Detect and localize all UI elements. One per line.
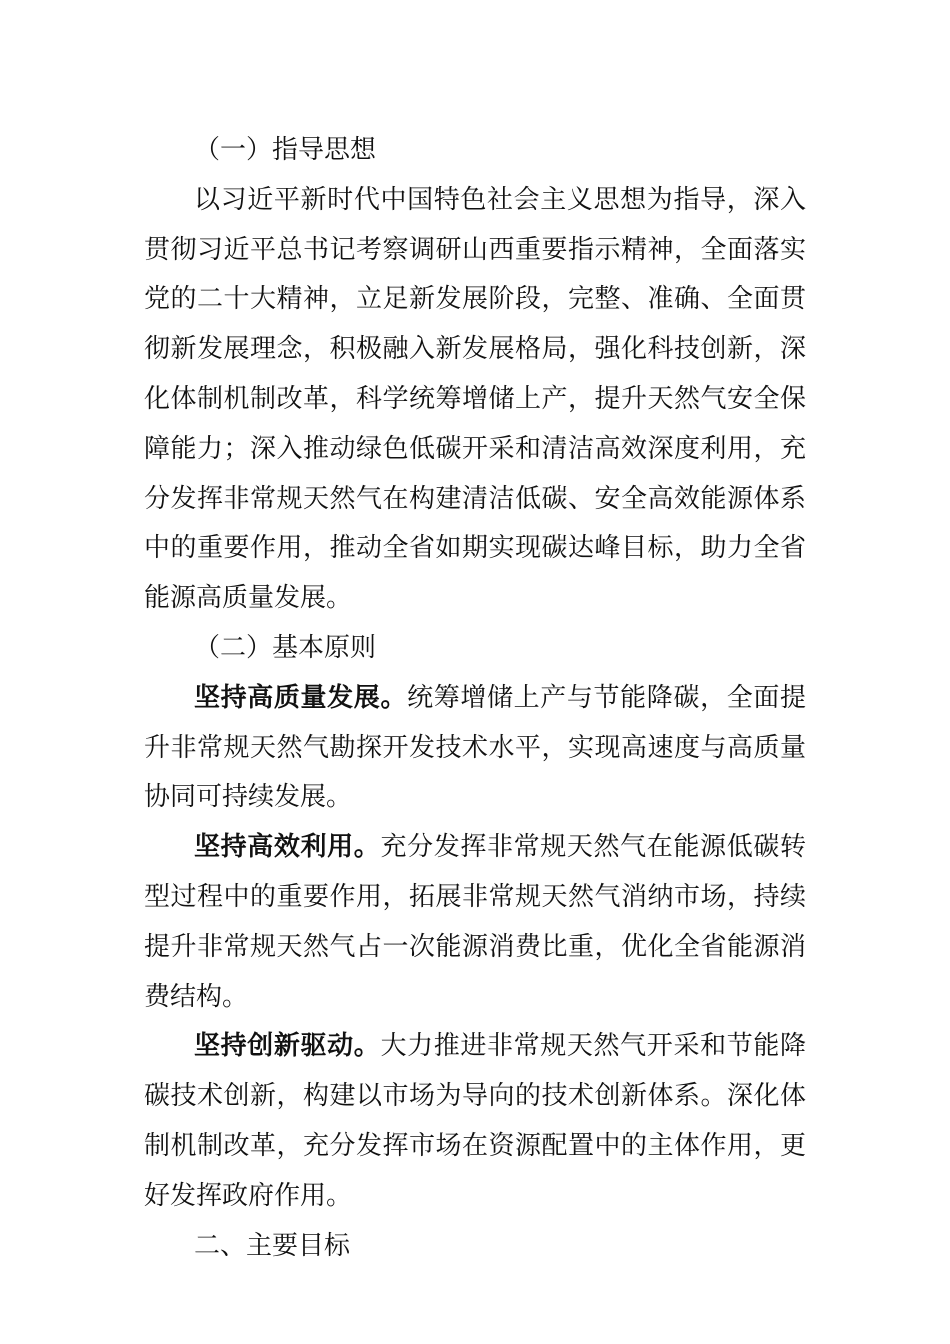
principle-text: 大力推进非常规天然气开采和节能降碳技术创新，构建以市场为导向的技术创新体系。深化体制机制改革，充分发挥市场在资源配置中的主体作用，更好发挥政府作用。 [144,1031,806,1211]
section-heading-basic-principles: （二）基本原则 [194,632,377,663]
principle-efficient-utilization [144,823,806,1022]
principle-text: 充分发挥非常规天然气在能源低碳转型过程中的重要作用，拓展非常规天然气消纳市场，持续提升非常规天然气占一次能源消费比重，优化全省能源消费结构。 [144,832,806,1012]
principle-lead: 坚持高质量发展。 [194,682,408,713]
principle-innovation-driven [144,1022,806,1221]
principle-lead: 坚持创新驱动。 [194,1031,381,1062]
principle-text: 统筹增储上产与节能降碳，全面提升非常规天然气勘探开发技术水平，实现高速度与高质量协同可持续发展。 [144,682,806,813]
principle-high-quality-development [144,674,806,823]
section-heading-guiding-ideology: （一）指导思想 [194,135,377,165]
paragraph-guiding-ideology: 以习近平新时代中国特色社会主义思想为指导，深入贯彻习近平总书记考察调研山西重要指示精神，全面落实党的二十大精神，立足新发展阶段，完整、准确、全面贯彻新发展理念，积极融入新发展格局，强化科技创新，深化体制机制改革，科学统筹增储上产，提升天然气安全保障能力；深入推动绿色低碳开采和清洁高效深度利用，充分发挥非常规天然气在构建清洁低碳、安全高效能源体系中的重要作用，推动全省如期实现碳达峰目标，助力全省能源高质量发展。 [144,184,806,614]
principle-lead: 坚持高效利用。 [194,832,381,863]
section-heading-main-targets: 二、主要目标 [194,1230,351,1261]
document-body [144,126,806,1271]
